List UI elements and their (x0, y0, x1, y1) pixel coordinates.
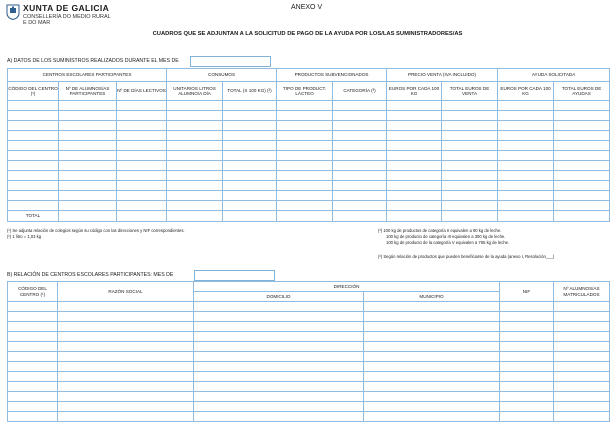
table-cell[interactable] (554, 362, 610, 372)
table-cell[interactable] (58, 322, 194, 332)
table-cell[interactable] (8, 312, 58, 322)
table-cell[interactable] (277, 191, 333, 201)
table-cell[interactable] (277, 211, 333, 222)
table-cell[interactable] (8, 121, 59, 131)
table-cell[interactable] (333, 131, 387, 141)
table-cell[interactable] (500, 412, 554, 422)
column-header: TOTAL EUROS DE AYUDAS (554, 82, 610, 101)
table-cell[interactable] (387, 191, 442, 201)
table-cell[interactable] (554, 151, 610, 161)
table-cell[interactable] (442, 191, 498, 201)
table-cell[interactable] (498, 101, 554, 111)
table-row (8, 412, 610, 422)
table-cell[interactable] (500, 332, 554, 342)
table-row (8, 342, 610, 352)
table-cell[interactable] (554, 382, 610, 392)
table-cell[interactable] (364, 362, 500, 372)
section-a-label: A) DATOS DE LOS SUMINISTROS REALIZADOS DURANTE EL MES DE (7, 58, 179, 64)
table-cell[interactable] (442, 101, 498, 111)
table-cell[interactable] (223, 101, 277, 111)
table-cell[interactable] (8, 342, 58, 352)
org-name: XUNTA DE GALICIA (23, 3, 110, 13)
table-row (8, 372, 610, 382)
table-cell[interactable] (8, 302, 58, 312)
table-cell[interactable] (58, 362, 194, 372)
schools-table (7, 281, 610, 422)
group-header: CONSUMOS (167, 69, 277, 82)
table-cell[interactable] (554, 121, 610, 131)
footnote: (²) 1 litro = 1,03 kg (7, 234, 42, 239)
table-cell[interactable] (58, 352, 194, 362)
footnote: (¹) Se adjunta relación de colegios según su código con las direcciones y NIF correspondientes. (7, 228, 185, 233)
table-cell[interactable] (8, 171, 59, 181)
table-cell[interactable] (554, 181, 610, 191)
table-row (8, 121, 610, 131)
table-cell[interactable] (167, 171, 223, 181)
table-cell[interactable] (194, 372, 364, 382)
table-cell[interactable] (167, 211, 223, 222)
table-cell[interactable] (8, 352, 58, 362)
table-cell[interactable] (8, 382, 58, 392)
table-cell[interactable] (167, 151, 223, 161)
table-cell[interactable] (333, 101, 387, 111)
table-cell[interactable] (333, 161, 387, 171)
table-cell[interactable] (117, 111, 167, 121)
total-label: TOTAL (8, 211, 59, 222)
table-cell[interactable] (167, 141, 223, 151)
table-row (8, 151, 610, 161)
table-cell[interactable] (223, 151, 277, 161)
table-cell[interactable] (167, 181, 223, 191)
table-cell[interactable] (498, 111, 554, 121)
table-cell[interactable] (8, 101, 59, 111)
table-row (8, 322, 610, 332)
table-cell[interactable] (8, 332, 58, 342)
table-cell[interactable] (554, 111, 610, 121)
column-header: NIF (500, 282, 554, 302)
table-row (8, 171, 610, 181)
group-header: PRECIO VENTA (IVA INCLUIDO) (387, 69, 498, 82)
table-cell[interactable] (8, 181, 59, 191)
table-row (8, 362, 610, 372)
section-a-month-field[interactable] (190, 56, 271, 67)
table-cell[interactable] (167, 101, 223, 111)
table-cell[interactable] (554, 211, 610, 222)
table-cell[interactable] (554, 392, 610, 402)
table-cell[interactable] (59, 171, 117, 181)
footnote: (³) Según relación de productos que pueden beneficiarse de la ayuda (anexo I, Resolución___) (378, 254, 555, 259)
table-cell[interactable] (498, 181, 554, 191)
table-cell[interactable] (59, 191, 117, 201)
table-cell[interactable] (194, 382, 364, 392)
table-cell[interactable] (364, 342, 500, 352)
column-header: Nº ALUMNOS/AS MATRICULADOS (554, 282, 610, 302)
table-cell[interactable] (498, 211, 554, 222)
table-cell[interactable] (223, 141, 277, 151)
table-cell[interactable] (117, 121, 167, 131)
table-cell[interactable] (554, 101, 610, 111)
table-cell[interactable] (333, 171, 387, 181)
table-cell[interactable] (8, 201, 59, 211)
table-row (8, 382, 610, 392)
table-cell[interactable] (223, 121, 277, 131)
table-cell[interactable] (387, 161, 442, 171)
table-cell[interactable] (364, 412, 500, 422)
footnote: 100 kg de producto de categoría III equivalen a 300 kg de leche. (386, 234, 506, 239)
table-cell[interactable] (333, 181, 387, 191)
table-cell[interactable] (8, 362, 58, 372)
table-cell[interactable] (277, 181, 333, 191)
group-header: PRODUCTOS SUBVENCIONADOS (277, 69, 387, 82)
table-cell[interactable] (387, 101, 442, 111)
table-cell[interactable] (59, 151, 117, 161)
column-header: EUROS POR CADA 100 KG (387, 82, 442, 101)
column-header: TOTAL (X 100 KG) (²) (223, 82, 277, 101)
table-cell[interactable] (59, 111, 117, 121)
table-cell[interactable] (442, 141, 498, 151)
table-cell[interactable] (364, 392, 500, 402)
table-cell[interactable] (194, 332, 364, 342)
table-cell[interactable] (59, 141, 117, 151)
table-cell[interactable] (364, 322, 500, 332)
table-cell[interactable] (554, 372, 610, 382)
table-cell[interactable] (387, 211, 442, 222)
table-cell[interactable] (8, 402, 58, 412)
table-cell[interactable] (117, 131, 167, 141)
table-cell[interactable] (498, 191, 554, 201)
table-cell[interactable] (387, 131, 442, 141)
table-cell[interactable] (194, 392, 364, 402)
table-cell[interactable] (59, 201, 117, 211)
table-cell[interactable] (117, 141, 167, 151)
table-row (8, 181, 610, 191)
table-cell[interactable] (554, 171, 610, 181)
table-cell[interactable] (223, 131, 277, 141)
table-cell[interactable] (58, 372, 194, 382)
group-header: CENTROS ESCOLARES PARTICIPANTES (8, 69, 167, 82)
table-cell[interactable] (59, 131, 117, 141)
table-cell[interactable] (167, 111, 223, 121)
table-cell[interactable] (8, 191, 59, 201)
table-cell[interactable] (58, 342, 194, 352)
section-b-label: B) RELACIÓN DE CENTROS ESCOLARES PARTICIPANTES: MES DE (7, 272, 174, 278)
department-line-2: E DO MAR (23, 20, 51, 26)
column-header: Nº DE DÍAS LECTIVOS (117, 82, 167, 101)
table-cell[interactable] (442, 201, 498, 211)
table-row (8, 111, 610, 121)
table-cell[interactable] (554, 161, 610, 171)
table-cell[interactable] (554, 342, 610, 352)
table-cell[interactable] (117, 201, 167, 211)
table-cell[interactable] (277, 151, 333, 161)
table-cell[interactable] (500, 392, 554, 402)
table-cell[interactable] (277, 121, 333, 131)
table-row (8, 201, 610, 211)
table-cell[interactable] (8, 141, 59, 151)
table-cell[interactable] (59, 121, 117, 131)
table-cell[interactable] (333, 121, 387, 131)
table-cell[interactable] (387, 141, 442, 151)
table-cell[interactable] (554, 201, 610, 211)
table-cell[interactable] (117, 161, 167, 171)
table-cell[interactable] (58, 392, 194, 402)
table-cell[interactable] (442, 161, 498, 171)
total-row (8, 211, 610, 222)
table-row (8, 312, 610, 322)
table-row (8, 402, 610, 412)
table-cell[interactable] (387, 151, 442, 161)
table-cell[interactable] (554, 412, 610, 422)
table-cell[interactable] (277, 111, 333, 121)
table-cell[interactable] (194, 312, 364, 322)
table-cell[interactable] (117, 171, 167, 181)
table-cell[interactable] (500, 372, 554, 382)
table-cell[interactable] (500, 382, 554, 392)
table-cell[interactable] (194, 322, 364, 332)
table-cell[interactable] (277, 201, 333, 211)
table-cell[interactable] (554, 402, 610, 412)
table-cell[interactable] (194, 412, 364, 422)
table-cell[interactable] (500, 352, 554, 362)
table-cell[interactable] (387, 201, 442, 211)
table-cell[interactable] (442, 151, 498, 161)
table-cell[interactable] (500, 322, 554, 332)
column-header: EUROS POR CADA 100 KG (498, 82, 554, 101)
table-cell[interactable] (58, 302, 194, 312)
table-cell[interactable] (58, 402, 194, 412)
column-header: RAZÓN SOCIAL (58, 282, 194, 302)
table-cell[interactable] (117, 181, 167, 191)
table-cell[interactable] (223, 161, 277, 171)
table-cell[interactable] (554, 332, 610, 342)
column-header-row (8, 282, 610, 292)
table-cell[interactable] (387, 181, 442, 191)
table-cell[interactable] (277, 131, 333, 141)
table-cell[interactable] (167, 191, 223, 201)
table-cell[interactable] (194, 342, 364, 352)
table-cell[interactable] (554, 312, 610, 322)
table-cell[interactable] (277, 141, 333, 151)
annex-label: ANEXO V (291, 4, 323, 11)
table-cell[interactable] (194, 302, 364, 312)
table-cell[interactable] (498, 171, 554, 181)
table-cell[interactable] (333, 211, 387, 222)
table-cell[interactable] (167, 161, 223, 171)
table-row (8, 352, 610, 362)
table-cell[interactable] (500, 402, 554, 412)
table-cell[interactable] (58, 312, 194, 322)
table-cell[interactable] (223, 171, 277, 181)
table-cell[interactable] (442, 121, 498, 131)
table-cell[interactable] (223, 111, 277, 121)
table-cell[interactable] (554, 141, 610, 151)
column-header: TOTAL EUROS DE VENTA (442, 82, 498, 101)
table-cell[interactable] (167, 201, 223, 211)
table-cell[interactable] (223, 191, 277, 201)
table-cell[interactable] (442, 171, 498, 181)
column-header: MUNICIPIO (364, 292, 500, 302)
table-cell[interactable] (58, 412, 194, 422)
table-cell[interactable] (8, 392, 58, 402)
table-cell[interactable] (364, 402, 500, 412)
table-cell[interactable] (58, 332, 194, 342)
table-cell[interactable] (387, 111, 442, 121)
table-cell[interactable] (8, 372, 58, 382)
table-cell[interactable] (333, 111, 387, 121)
column-header: CÓDIGO DEL CENTRO (¹) (8, 82, 59, 101)
table-cell[interactable] (333, 201, 387, 211)
department-line-1: CONSELLERÍA DO MEDIO RURAL (23, 14, 111, 20)
table-cell[interactable] (333, 141, 387, 151)
table-cell[interactable] (364, 382, 500, 392)
table-cell[interactable] (117, 151, 167, 161)
table-row (8, 141, 610, 151)
table-cell[interactable] (333, 191, 387, 201)
table-cell[interactable] (364, 372, 500, 382)
group-header-row (8, 69, 610, 82)
column-header-row (8, 82, 610, 101)
table-cell[interactable] (223, 211, 277, 222)
table-cell[interactable] (333, 151, 387, 161)
table-cell[interactable] (498, 131, 554, 141)
table-cell[interactable] (8, 131, 59, 141)
table-cell[interactable] (364, 302, 500, 312)
table-cell[interactable] (498, 151, 554, 161)
table-cell[interactable] (59, 211, 117, 222)
footnote: 100 kg de producto de la categoría V equivalen a 765 kg de leche. (386, 240, 510, 245)
table-cell[interactable] (59, 161, 117, 171)
table-cell[interactable] (387, 171, 442, 181)
table-cell[interactable] (223, 201, 277, 211)
table-cell[interactable] (167, 121, 223, 131)
table-cell[interactable] (364, 312, 500, 322)
table-cell[interactable] (387, 121, 442, 131)
table-cell[interactable] (8, 151, 59, 161)
group-header: AYUDA SOLICITADA (498, 69, 610, 82)
table-cell[interactable] (194, 402, 364, 412)
table-cell[interactable] (442, 111, 498, 121)
table-row (8, 161, 610, 171)
table-cell[interactable] (277, 161, 333, 171)
column-header: UNITARIOS LITROS ALUMNO/A DÍA (167, 82, 223, 101)
table-cell[interactable] (364, 352, 500, 362)
table-cell[interactable] (8, 412, 58, 422)
table-cell[interactable] (117, 191, 167, 201)
table-cell[interactable] (554, 352, 610, 362)
table-cell[interactable] (554, 322, 610, 332)
table-cell[interactable] (117, 211, 167, 222)
table-cell[interactable] (364, 332, 500, 342)
table-cell[interactable] (500, 302, 554, 312)
table-row (8, 302, 610, 312)
footnote: (³) 100 kg de productos de categoría II equivalen a 90 kg de leche. (378, 228, 502, 233)
table-cell[interactable] (194, 362, 364, 372)
table-row (8, 131, 610, 141)
table-cell[interactable] (58, 382, 194, 392)
section-b-month-field[interactable] (194, 270, 275, 281)
table-cell[interactable] (498, 201, 554, 211)
xunta-shield-icon (6, 4, 20, 20)
table-cell[interactable] (8, 322, 58, 332)
table-cell[interactable] (498, 161, 554, 171)
supplies-table (7, 68, 610, 222)
table-cell[interactable] (59, 181, 117, 191)
column-header: DOMICILIO (194, 292, 364, 302)
table-cell[interactable] (117, 101, 167, 111)
table-cell[interactable] (500, 312, 554, 322)
table-cell[interactable] (442, 211, 498, 222)
table-cell[interactable] (167, 131, 223, 141)
table-cell[interactable] (223, 181, 277, 191)
table-cell[interactable] (498, 141, 554, 151)
table-cell[interactable] (194, 352, 364, 362)
table-cell[interactable] (442, 131, 498, 141)
table-row (8, 392, 610, 402)
column-header: DIRECCIÓN (194, 282, 500, 292)
table-cell[interactable] (554, 191, 610, 201)
column-header: Nº DE ALUMNOS/AS PARTICIPANTES (59, 82, 117, 101)
table-cell[interactable] (554, 131, 610, 141)
table-row (8, 191, 610, 201)
table-cell[interactable] (59, 101, 117, 111)
table-cell[interactable] (8, 111, 59, 121)
table-cell[interactable] (498, 121, 554, 131)
column-header: CÓDIGO DEL CENTRO (¹) (8, 282, 58, 302)
table-cell[interactable] (500, 362, 554, 372)
table-cell[interactable] (8, 161, 59, 171)
table-cell[interactable] (442, 181, 498, 191)
table-cell[interactable] (277, 171, 333, 181)
page-title: CUADROS QUE SE ADJUNTAN A LA SOLICITUD DE PAGO DE LA AYUDA POR LOS/LAS SUMINISTRADORES/AS (152, 31, 463, 37)
table-row (8, 332, 610, 342)
table-cell[interactable] (277, 101, 333, 111)
table-cell[interactable] (500, 342, 554, 352)
column-header: TIPO DE PRODUCT. LÁCTEO (277, 82, 333, 101)
column-header: CATEGORÍA (³) (333, 82, 387, 101)
table-cell[interactable] (554, 302, 610, 312)
table-row (8, 101, 610, 111)
